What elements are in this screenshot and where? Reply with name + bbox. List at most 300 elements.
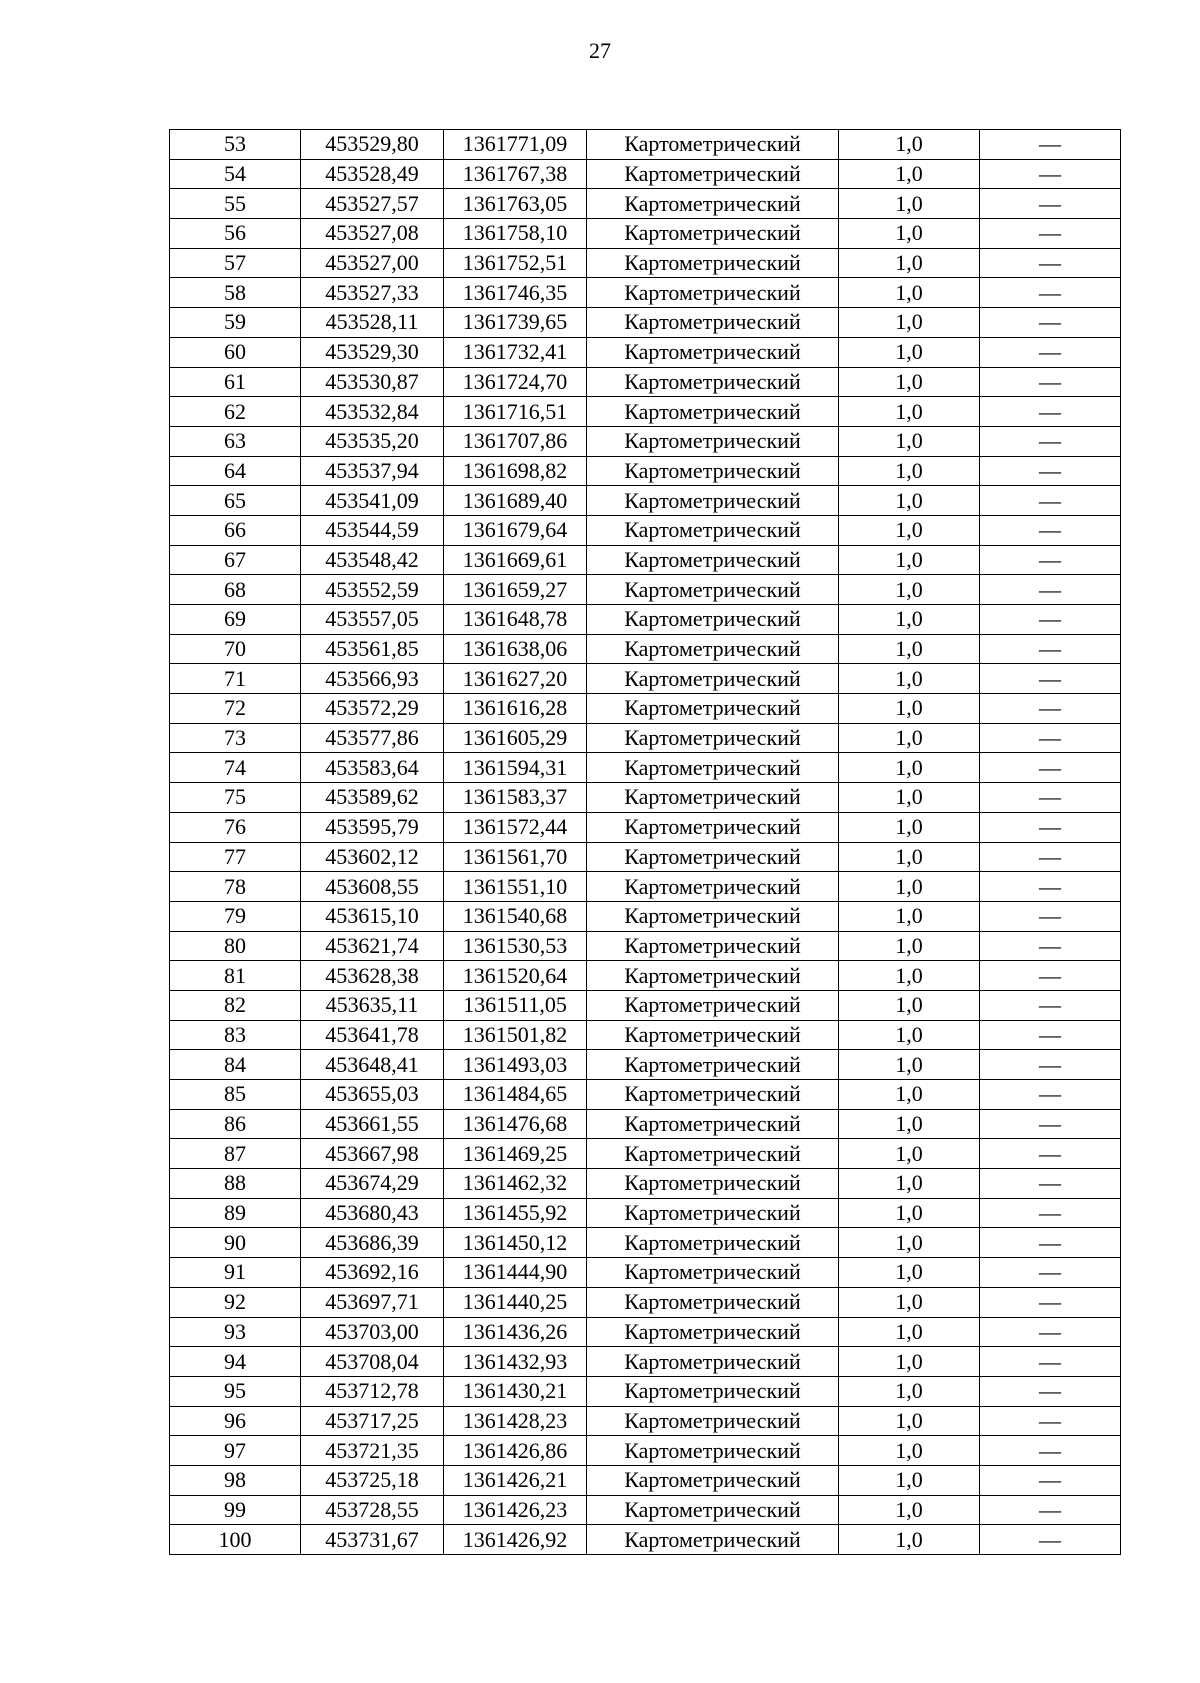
table-row — [170, 1139, 1121, 1169]
x-coordinate-cell: 453680,43 — [301, 1198, 444, 1228]
table-row — [170, 1347, 1121, 1377]
method-cell: Картометрический — [587, 367, 839, 397]
coordinates-table — [169, 129, 1121, 1555]
point-number-cell: 94 — [170, 1347, 301, 1377]
description-cell: — — [980, 961, 1121, 991]
x-coordinate-cell: 453608,55 — [301, 872, 444, 902]
accuracy-cell: 1,0 — [839, 426, 980, 456]
description-cell: — — [980, 575, 1121, 605]
x-coordinate-cell: 453655,03 — [301, 1080, 444, 1110]
point-number-cell: 79 — [170, 901, 301, 931]
table-row — [170, 812, 1121, 842]
y-coordinate-cell: 1361436,26 — [444, 1317, 587, 1347]
table-row — [170, 605, 1121, 635]
accuracy-cell: 1,0 — [839, 367, 980, 397]
y-coordinate-cell: 1361428,23 — [444, 1406, 587, 1436]
point-number-cell: 88 — [170, 1169, 301, 1199]
table-row — [170, 545, 1121, 575]
x-coordinate-cell: 453532,84 — [301, 397, 444, 427]
accuracy-cell: 1,0 — [839, 1287, 980, 1317]
method-cell: Картометрический — [587, 1109, 839, 1139]
y-coordinate-cell: 1361771,09 — [444, 130, 587, 160]
method-cell: Картометрический — [587, 1258, 839, 1288]
y-coordinate-cell: 1361689,40 — [444, 486, 587, 516]
table-row — [170, 337, 1121, 367]
point-number-cell: 60 — [170, 337, 301, 367]
x-coordinate-cell: 453535,20 — [301, 426, 444, 456]
accuracy-cell: 1,0 — [839, 812, 980, 842]
point-number-cell: 68 — [170, 575, 301, 605]
method-cell: Картометрический — [587, 1465, 839, 1495]
table-row — [170, 753, 1121, 783]
table-row — [170, 872, 1121, 902]
y-coordinate-cell: 1361739,65 — [444, 308, 587, 338]
method-cell: Картометрический — [587, 248, 839, 278]
point-number-cell: 83 — [170, 1020, 301, 1050]
description-cell: — — [980, 783, 1121, 813]
table-row — [170, 397, 1121, 427]
point-number-cell: 54 — [170, 159, 301, 189]
description-cell: — — [980, 1317, 1121, 1347]
table-row — [170, 1287, 1121, 1317]
x-coordinate-cell: 453692,16 — [301, 1258, 444, 1288]
method-cell: Картометрический — [587, 1406, 839, 1436]
table-row — [170, 664, 1121, 694]
table-row — [170, 1317, 1121, 1347]
x-coordinate-cell: 453686,39 — [301, 1228, 444, 1258]
method-cell: Картометрический — [587, 515, 839, 545]
y-coordinate-cell: 1361426,86 — [444, 1436, 587, 1466]
table-row — [170, 1258, 1121, 1288]
x-coordinate-cell: 453728,55 — [301, 1495, 444, 1525]
table-row — [170, 1525, 1121, 1555]
accuracy-cell: 1,0 — [839, 1406, 980, 1436]
point-number-cell: 84 — [170, 1050, 301, 1080]
y-coordinate-cell: 1361616,28 — [444, 694, 587, 724]
description-cell: — — [980, 1406, 1121, 1436]
description-cell: — — [980, 1287, 1121, 1317]
accuracy-cell: 1,0 — [839, 130, 980, 160]
accuracy-cell: 1,0 — [839, 189, 980, 219]
accuracy-cell: 1,0 — [839, 397, 980, 427]
description-cell: — — [980, 337, 1121, 367]
method-cell: Картометрический — [587, 337, 839, 367]
x-coordinate-cell: 453527,08 — [301, 219, 444, 249]
accuracy-cell: 1,0 — [839, 694, 980, 724]
accuracy-cell: 1,0 — [839, 278, 980, 308]
method-cell: Картометрический — [587, 1198, 839, 1228]
description-cell: — — [980, 1080, 1121, 1110]
x-coordinate-cell: 453527,33 — [301, 278, 444, 308]
y-coordinate-cell: 1361426,23 — [444, 1495, 587, 1525]
description-cell: — — [980, 545, 1121, 575]
accuracy-cell: 1,0 — [839, 337, 980, 367]
accuracy-cell: 1,0 — [839, 842, 980, 872]
table-row — [170, 278, 1121, 308]
table-row — [170, 575, 1121, 605]
accuracy-cell: 1,0 — [839, 1525, 980, 1555]
accuracy-cell: 1,0 — [839, 961, 980, 991]
point-number-cell: 99 — [170, 1495, 301, 1525]
table-row — [170, 1198, 1121, 1228]
table-row — [170, 723, 1121, 753]
point-number-cell: 69 — [170, 605, 301, 635]
method-cell: Картометрический — [587, 1139, 839, 1169]
table-row — [170, 219, 1121, 249]
method-cell: Картометрический — [587, 1376, 839, 1406]
description-cell: — — [980, 515, 1121, 545]
x-coordinate-cell: 453674,29 — [301, 1169, 444, 1199]
point-number-cell: 95 — [170, 1376, 301, 1406]
method-cell: Картометрический — [587, 1020, 839, 1050]
point-number-cell: 86 — [170, 1109, 301, 1139]
point-number-cell: 85 — [170, 1080, 301, 1110]
method-cell: Картометрический — [587, 278, 839, 308]
table-row — [170, 1080, 1121, 1110]
method-cell: Картометрический — [587, 426, 839, 456]
accuracy-cell: 1,0 — [839, 723, 980, 753]
description-cell: — — [980, 1258, 1121, 1288]
y-coordinate-cell: 1361605,29 — [444, 723, 587, 753]
y-coordinate-cell: 1361520,64 — [444, 961, 587, 991]
description-cell: — — [980, 1198, 1121, 1228]
description-cell: — — [980, 753, 1121, 783]
description-cell: — — [980, 456, 1121, 486]
method-cell: Картометрический — [587, 130, 839, 160]
table-row — [170, 1228, 1121, 1258]
method-cell: Картометрический — [587, 664, 839, 694]
y-coordinate-cell: 1361432,93 — [444, 1347, 587, 1377]
table-row — [170, 1406, 1121, 1436]
method-cell: Картометрический — [587, 753, 839, 783]
x-coordinate-cell: 453721,35 — [301, 1436, 444, 1466]
y-coordinate-cell: 1361698,82 — [444, 456, 587, 486]
method-cell: Картометрический — [587, 1347, 839, 1377]
method-cell: Картометрический — [587, 931, 839, 961]
description-cell: — — [980, 694, 1121, 724]
y-coordinate-cell: 1361501,82 — [444, 1020, 587, 1050]
x-coordinate-cell: 453595,79 — [301, 812, 444, 842]
method-cell: Картометрический — [587, 189, 839, 219]
y-coordinate-cell: 1361430,21 — [444, 1376, 587, 1406]
x-coordinate-cell: 453589,62 — [301, 783, 444, 813]
method-cell: Картометрический — [587, 456, 839, 486]
x-coordinate-cell: 453529,30 — [301, 337, 444, 367]
accuracy-cell: 1,0 — [839, 1436, 980, 1466]
method-cell: Картометрический — [587, 812, 839, 842]
table-row — [170, 130, 1121, 160]
table-row — [170, 931, 1121, 961]
point-number-cell: 63 — [170, 426, 301, 456]
point-number-cell: 87 — [170, 1139, 301, 1169]
accuracy-cell: 1,0 — [839, 308, 980, 338]
x-coordinate-cell: 453661,55 — [301, 1109, 444, 1139]
y-coordinate-cell: 1361648,78 — [444, 605, 587, 635]
point-number-cell: 64 — [170, 456, 301, 486]
y-coordinate-cell: 1361716,51 — [444, 397, 587, 427]
accuracy-cell: 1,0 — [839, 545, 980, 575]
y-coordinate-cell: 1361426,21 — [444, 1465, 587, 1495]
method-cell: Картометрический — [587, 486, 839, 516]
x-coordinate-cell: 453572,29 — [301, 694, 444, 724]
accuracy-cell: 1,0 — [839, 1109, 980, 1139]
method-cell: Картометрический — [587, 159, 839, 189]
y-coordinate-cell: 1361455,92 — [444, 1198, 587, 1228]
point-number-cell: 71 — [170, 664, 301, 694]
description-cell: — — [980, 1169, 1121, 1199]
accuracy-cell: 1,0 — [839, 1376, 980, 1406]
y-coordinate-cell: 1361638,06 — [444, 634, 587, 664]
description-cell: — — [980, 130, 1121, 160]
point-number-cell: 81 — [170, 961, 301, 991]
method-cell: Картометрический — [587, 219, 839, 249]
table-row — [170, 308, 1121, 338]
table-row — [170, 456, 1121, 486]
table-row — [170, 1020, 1121, 1050]
method-cell: Картометрический — [587, 723, 839, 753]
point-number-cell: 89 — [170, 1198, 301, 1228]
method-cell: Картометрический — [587, 397, 839, 427]
x-coordinate-cell: 453717,25 — [301, 1406, 444, 1436]
table-row — [170, 961, 1121, 991]
accuracy-cell: 1,0 — [839, 486, 980, 516]
x-coordinate-cell: 453566,93 — [301, 664, 444, 694]
y-coordinate-cell: 1361732,41 — [444, 337, 587, 367]
method-cell: Картометрический — [587, 605, 839, 635]
y-coordinate-cell: 1361469,25 — [444, 1139, 587, 1169]
x-coordinate-cell: 453708,04 — [301, 1347, 444, 1377]
description-cell: — — [980, 1228, 1121, 1258]
method-cell: Картометрический — [587, 1436, 839, 1466]
accuracy-cell: 1,0 — [839, 1317, 980, 1347]
description-cell: — — [980, 248, 1121, 278]
point-number-cell: 100 — [170, 1525, 301, 1555]
x-coordinate-cell: 453621,74 — [301, 931, 444, 961]
x-coordinate-cell: 453529,80 — [301, 130, 444, 160]
description-cell: — — [980, 1525, 1121, 1555]
accuracy-cell: 1,0 — [839, 575, 980, 605]
x-coordinate-cell: 453527,57 — [301, 189, 444, 219]
method-cell: Картометрический — [587, 634, 839, 664]
accuracy-cell: 1,0 — [839, 931, 980, 961]
table-row — [170, 634, 1121, 664]
point-number-cell: 92 — [170, 1287, 301, 1317]
method-cell: Картометрический — [587, 1080, 839, 1110]
accuracy-cell: 1,0 — [839, 1198, 980, 1228]
method-cell: Картометрический — [587, 1287, 839, 1317]
accuracy-cell: 1,0 — [839, 1020, 980, 1050]
x-coordinate-cell: 453628,38 — [301, 961, 444, 991]
description-cell: — — [980, 1436, 1121, 1466]
y-coordinate-cell: 1361484,65 — [444, 1080, 587, 1110]
point-number-cell: 77 — [170, 842, 301, 872]
coordinates-table-body — [170, 130, 1121, 1555]
point-number-cell: 74 — [170, 753, 301, 783]
y-coordinate-cell: 1361476,68 — [444, 1109, 587, 1139]
point-number-cell: 58 — [170, 278, 301, 308]
description-cell: — — [980, 397, 1121, 427]
accuracy-cell: 1,0 — [839, 456, 980, 486]
y-coordinate-cell: 1361752,51 — [444, 248, 587, 278]
method-cell: Картометрический — [587, 783, 839, 813]
point-number-cell: 65 — [170, 486, 301, 516]
y-coordinate-cell: 1361511,05 — [444, 990, 587, 1020]
description-cell: — — [980, 1050, 1121, 1080]
point-number-cell: 90 — [170, 1228, 301, 1258]
accuracy-cell: 1,0 — [839, 753, 980, 783]
point-number-cell: 97 — [170, 1436, 301, 1466]
point-number-cell: 53 — [170, 130, 301, 160]
description-cell: — — [980, 219, 1121, 249]
description-cell: — — [980, 931, 1121, 961]
x-coordinate-cell: 453530,87 — [301, 367, 444, 397]
description-cell: — — [980, 159, 1121, 189]
accuracy-cell: 1,0 — [839, 901, 980, 931]
y-coordinate-cell: 1361669,61 — [444, 545, 587, 575]
description-cell: — — [980, 634, 1121, 664]
description-cell: — — [980, 426, 1121, 456]
accuracy-cell: 1,0 — [839, 605, 980, 635]
accuracy-cell: 1,0 — [839, 783, 980, 813]
description-cell: — — [980, 1109, 1121, 1139]
method-cell: Картометрический — [587, 842, 839, 872]
y-coordinate-cell: 1361594,31 — [444, 753, 587, 783]
description-cell: — — [980, 723, 1121, 753]
y-coordinate-cell: 1361763,05 — [444, 189, 587, 219]
point-number-cell: 91 — [170, 1258, 301, 1288]
y-coordinate-cell: 1361530,53 — [444, 931, 587, 961]
description-cell: — — [980, 1495, 1121, 1525]
point-number-cell: 57 — [170, 248, 301, 278]
x-coordinate-cell: 453548,42 — [301, 545, 444, 575]
accuracy-cell: 1,0 — [839, 159, 980, 189]
x-coordinate-cell: 453561,85 — [301, 634, 444, 664]
table-row — [170, 248, 1121, 278]
accuracy-cell: 1,0 — [839, 1169, 980, 1199]
method-cell: Картометрический — [587, 1169, 839, 1199]
method-cell: Картометрический — [587, 1525, 839, 1555]
method-cell: Картометрический — [587, 1050, 839, 1080]
table-row — [170, 486, 1121, 516]
table-row — [170, 1109, 1121, 1139]
accuracy-cell: 1,0 — [839, 872, 980, 902]
y-coordinate-cell: 1361493,03 — [444, 1050, 587, 1080]
point-number-cell: 98 — [170, 1465, 301, 1495]
table-row — [170, 367, 1121, 397]
point-number-cell: 78 — [170, 872, 301, 902]
x-coordinate-cell: 453528,11 — [301, 308, 444, 338]
x-coordinate-cell: 453635,11 — [301, 990, 444, 1020]
x-coordinate-cell: 453602,12 — [301, 842, 444, 872]
method-cell: Картометрический — [587, 872, 839, 902]
description-cell: — — [980, 367, 1121, 397]
point-number-cell: 75 — [170, 783, 301, 813]
y-coordinate-cell: 1361426,92 — [444, 1525, 587, 1555]
accuracy-cell: 1,0 — [839, 219, 980, 249]
table-row — [170, 426, 1121, 456]
x-coordinate-cell: 453697,71 — [301, 1287, 444, 1317]
y-coordinate-cell: 1361707,86 — [444, 426, 587, 456]
y-coordinate-cell: 1361551,10 — [444, 872, 587, 902]
description-cell: — — [980, 1347, 1121, 1377]
y-coordinate-cell: 1361746,35 — [444, 278, 587, 308]
point-number-cell: 61 — [170, 367, 301, 397]
accuracy-cell: 1,0 — [839, 248, 980, 278]
accuracy-cell: 1,0 — [839, 1080, 980, 1110]
method-cell: Картометрический — [587, 901, 839, 931]
table-row — [170, 1436, 1121, 1466]
accuracy-cell: 1,0 — [839, 634, 980, 664]
x-coordinate-cell: 453528,49 — [301, 159, 444, 189]
method-cell: Картометрический — [587, 1317, 839, 1347]
table-row — [170, 159, 1121, 189]
method-cell: Картометрический — [587, 694, 839, 724]
point-number-cell: 96 — [170, 1406, 301, 1436]
y-coordinate-cell: 1361583,37 — [444, 783, 587, 813]
point-number-cell: 66 — [170, 515, 301, 545]
table-row — [170, 1169, 1121, 1199]
description-cell: — — [980, 990, 1121, 1020]
x-coordinate-cell: 453583,64 — [301, 753, 444, 783]
method-cell: Картометрический — [587, 1228, 839, 1258]
description-cell: — — [980, 1020, 1121, 1050]
table-row — [170, 1465, 1121, 1495]
y-coordinate-cell: 1361767,38 — [444, 159, 587, 189]
x-coordinate-cell: 453641,78 — [301, 1020, 444, 1050]
method-cell: Картометрический — [587, 545, 839, 575]
y-coordinate-cell: 1361572,44 — [444, 812, 587, 842]
table-row — [170, 1050, 1121, 1080]
table-row — [170, 901, 1121, 931]
point-number-cell: 73 — [170, 723, 301, 753]
point-number-cell: 76 — [170, 812, 301, 842]
y-coordinate-cell: 1361659,27 — [444, 575, 587, 605]
point-number-cell: 67 — [170, 545, 301, 575]
description-cell: — — [980, 486, 1121, 516]
description-cell: — — [980, 189, 1121, 219]
table-row — [170, 1495, 1121, 1525]
y-coordinate-cell: 1361627,20 — [444, 664, 587, 694]
description-cell: — — [980, 1465, 1121, 1495]
point-number-cell: 93 — [170, 1317, 301, 1347]
x-coordinate-cell: 453544,59 — [301, 515, 444, 545]
x-coordinate-cell: 453537,94 — [301, 456, 444, 486]
x-coordinate-cell: 453577,86 — [301, 723, 444, 753]
accuracy-cell: 1,0 — [839, 1050, 980, 1080]
table-row — [170, 189, 1121, 219]
y-coordinate-cell: 1361561,70 — [444, 842, 587, 872]
method-cell: Картометрический — [587, 990, 839, 1020]
point-number-cell: 62 — [170, 397, 301, 427]
x-coordinate-cell: 453731,67 — [301, 1525, 444, 1555]
x-coordinate-cell: 453557,05 — [301, 605, 444, 635]
table-row — [170, 842, 1121, 872]
y-coordinate-cell: 1361462,32 — [444, 1169, 587, 1199]
table-row — [170, 783, 1121, 813]
y-coordinate-cell: 1361758,10 — [444, 219, 587, 249]
accuracy-cell: 1,0 — [839, 664, 980, 694]
accuracy-cell: 1,0 — [839, 990, 980, 1020]
point-number-cell: 56 — [170, 219, 301, 249]
x-coordinate-cell: 453552,59 — [301, 575, 444, 605]
point-number-cell: 70 — [170, 634, 301, 664]
x-coordinate-cell: 453541,09 — [301, 486, 444, 516]
table-row — [170, 515, 1121, 545]
description-cell: — — [980, 308, 1121, 338]
method-cell: Картометрический — [587, 1495, 839, 1525]
point-number-cell: 72 — [170, 694, 301, 724]
point-number-cell: 80 — [170, 931, 301, 961]
